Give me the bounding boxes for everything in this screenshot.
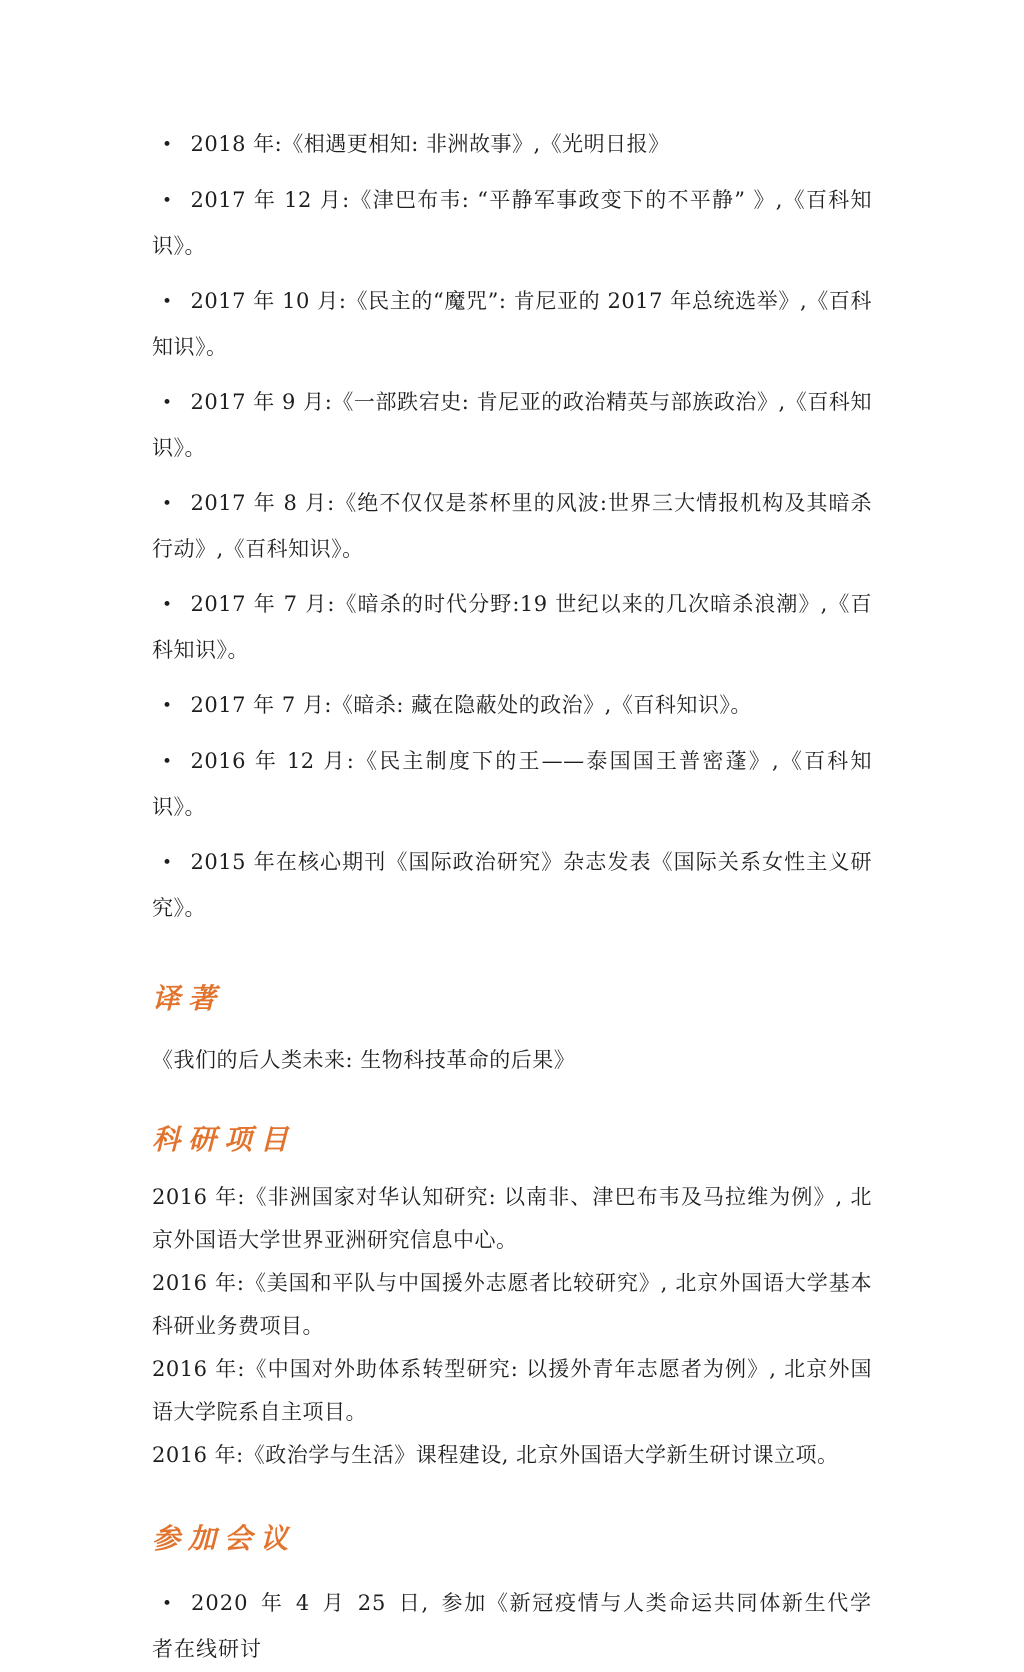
bullet-icon: • [162,494,173,514]
publication-text: 2017 年 7 月:《暗杀: 藏在隐蔽处的政治》,《百科知识》。 [190,693,752,717]
translation-title: 《我们的后人类未来: 生物科技革命的后果》 [152,1048,576,1072]
bullet-icon: • [162,752,173,772]
section-heading-research-projects: 科研项目 [152,1123,297,1156]
conference-text: 2020 年 4 月 25 日, 参加《新冠疫情与人类命运共同体新生代学者在线研讨 [152,1591,872,1661]
research-project-item: 2016 年:《政治学与生活》课程建设, 北京外国语大学新生研讨课立项。 [152,1443,839,1467]
publication-text: 2017 年 10 月:《民主的“魔咒”: 肯尼亚的 2017 年总统选举》,《百科知识》。 [152,289,872,359]
research-project-item: 2016 年:《美国和平队与中国援外志愿者比较研究》, 北京外国语大学基本科研业务费项目。 [152,1271,872,1338]
publications-list [152,122,872,931]
publication-item [152,683,872,729]
bullet-icon: • [162,393,173,413]
publication-item [152,739,872,830]
publication-text: 2017 年 7 月:《暗杀的时代分野:19 世纪以来的几次暗杀浪潮》,《百科知识》。 [152,592,872,662]
publication-text: 2018 年:《相遇更相知: 非洲故事》,《光明日报》 [190,132,670,156]
conference-item [152,1581,872,1672]
conferences-list [152,1581,872,1672]
publication-item [152,481,872,572]
bullet-icon: • [162,292,173,312]
research-projects-block [152,1176,872,1477]
publication-text: 2016 年 12 月:《民主制度下的王——泰国国王普密蓬》,《百科知识》。 [152,749,872,819]
bullet-icon: • [162,853,173,873]
publication-item [152,380,872,471]
publication-text: 2015 年在核心期刊《国际政治研究》杂志发表《国际关系女性主义研究》。 [152,850,872,920]
research-project-item: 2016 年:《中国对外助体系转型研究: 以援外青年志愿者为例》, 北京外国语大学院系自主项目。 [152,1357,872,1424]
bullet-icon: • [162,595,173,615]
publication-item [152,840,872,931]
publication-text: 2017 年 8 月:《绝不仅仅是茶杯里的风波:世界三大情报机构及其暗杀行动》,《百科知识》。 [152,491,872,561]
publication-text: 2017 年 9 月:《一部跌宕史: 肯尼亚的政治精英与部族政治》,《百科知识》。 [152,390,872,460]
section-heading-conferences: 参加会议 [152,1522,297,1555]
section-heading-translations: 译著 [152,982,225,1015]
publication-text: 2017 年 12 月:《津巴布韦: “平静军事政变下的不平静” 》,《百科知识》。 [152,188,872,258]
publication-item [152,122,872,168]
publication-item [152,279,872,370]
bullet-icon: • [162,1594,174,1614]
bullet-icon: • [162,135,173,155]
publication-item [152,582,872,673]
research-project-item: 2016 年:《非洲国家对华认知研究: 以南非、津巴布韦及马拉维为例》, 北京外国语大学世界亚洲研究信息中心。 [152,1185,872,1252]
bullet-icon: • [162,696,173,716]
bullet-icon: • [162,191,173,211]
publication-item [152,178,872,269]
